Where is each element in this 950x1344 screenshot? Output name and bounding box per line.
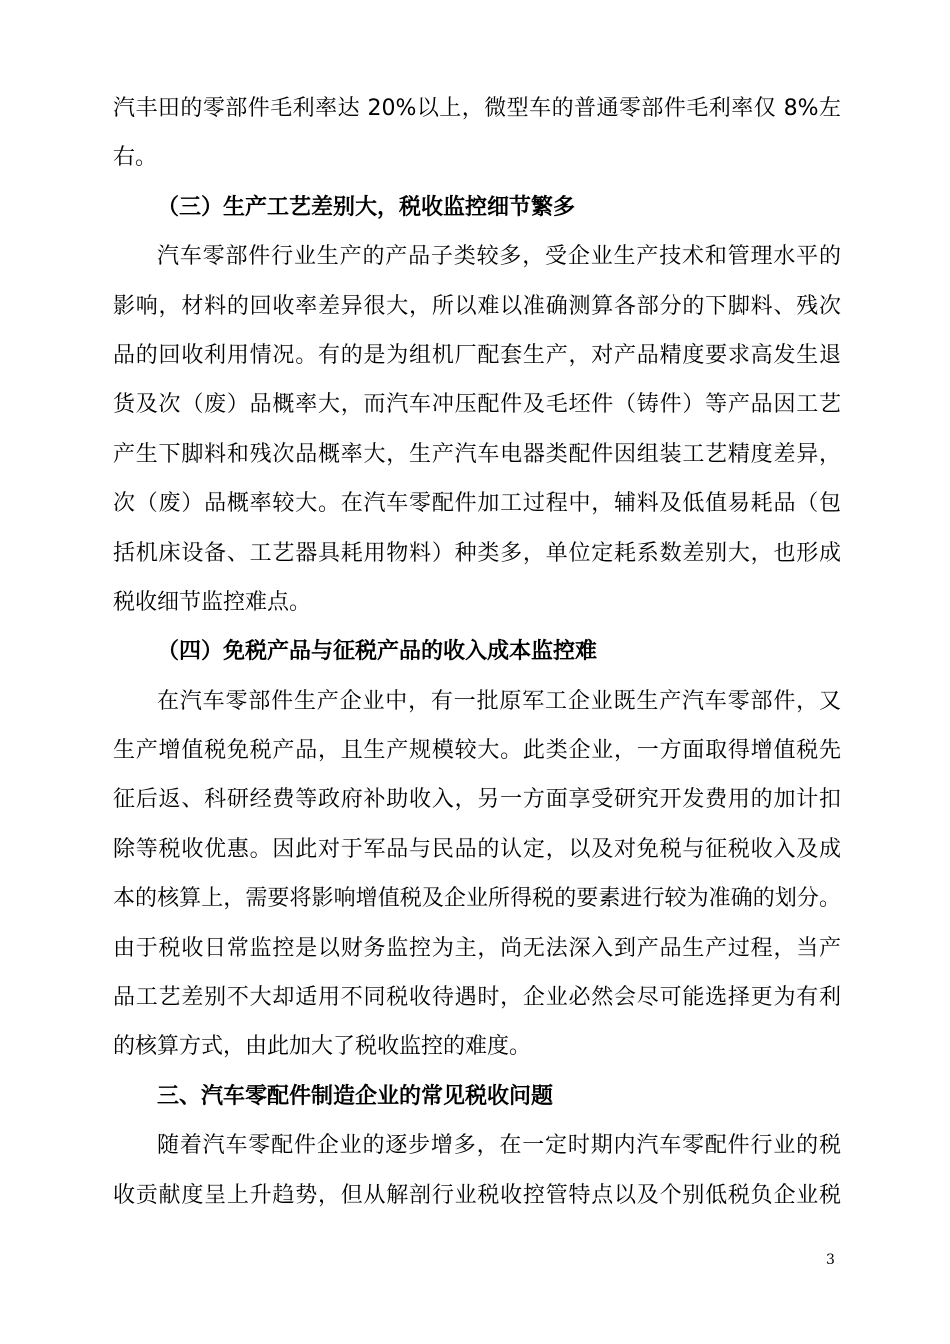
paragraph-line: 本的核算上，需要将影响增值税及企业所得税的要素进行较为准确的划分。 <box>113 886 841 912</box>
paragraph-line: 收贡献度呈上升趋势，但从解剖行业税收控管特点以及个别低税负企业税 <box>113 1182 841 1208</box>
paragraph-line: 品的回收利用情况。有的是为组机厂配套生产，对产品精度要求高发生退 <box>113 342 841 368</box>
paragraph-line: 品工艺差别不大却适用不同税收待遇时，企业必然会尽可能选择更为有利 <box>113 985 841 1011</box>
paragraph-line: 汽丰田的零部件毛利率达 20%以上，微型车的普通零部件毛利率仅 8%左 <box>113 96 841 121</box>
chapter-heading: 三、汽车零配件制造企业的常见税收问题 <box>157 1083 554 1109</box>
paragraph-line: 括机床设备、工艺器具耗用物料）种类多，单位定耗系数差别大，也形成 <box>113 540 841 566</box>
paragraph-line: 次（废）品概率较大。在汽车零配件加工过程中，辅料及低值易耗品（包 <box>113 491 841 517</box>
section-heading: （三）生产工艺差别大，税收监控细节繁多 <box>157 194 576 220</box>
paragraph-line: 的核算方式，由此加大了税收监控的难度。 <box>113 1034 532 1060</box>
paragraph-line: 右。 <box>113 145 158 171</box>
paragraph-line: 税收细节监控难点。 <box>113 589 312 615</box>
page-number: 3 <box>826 1252 835 1268</box>
paragraph-line: 除等税收优惠。因此对于军品与民品的认定，以及对免税与征税收入及成 <box>113 836 841 862</box>
paragraph-line: 货及次（废）品概率大，而汽车冲压配件及毛坯件（铸件）等产品因工艺 <box>113 392 841 418</box>
paragraph-line: 影响，材料的回收率差异很大，所以难以准确测算各部分的下脚料、残次 <box>113 293 841 319</box>
paragraph-line: 随着汽车零配件企业的逐步增多，在一定时期内汽车零配件行业的税 <box>157 1133 841 1159</box>
paragraph-line: 由于税收日常监控是以财务监控为主，尚无法深入到产品生产过程，当产 <box>113 935 841 961</box>
paragraph-line: 汽车零部件行业生产的产品子类较多，受企业生产技术和管理水平的 <box>157 244 841 270</box>
document-body <box>113 84 841 1220</box>
paragraph-line: 生产增值税免税产品，且生产规模较大。此类企业，一方面取得增值税先 <box>113 738 841 764</box>
paragraph-line: 征后返、科研经费等政府补助收入，另一方面享受研究开发费用的加计扣 <box>113 787 841 813</box>
section-heading: （四）免税产品与征税产品的收入成本监控难 <box>157 639 598 665</box>
paragraph-line: 在汽车零部件生产企业中，有一批原军工企业既生产汽车零部件，又 <box>157 688 841 714</box>
paragraph-line: 产生下脚料和残次品概率大，生产汽车电器类配件因组装工艺精度差异， <box>113 441 841 467</box>
